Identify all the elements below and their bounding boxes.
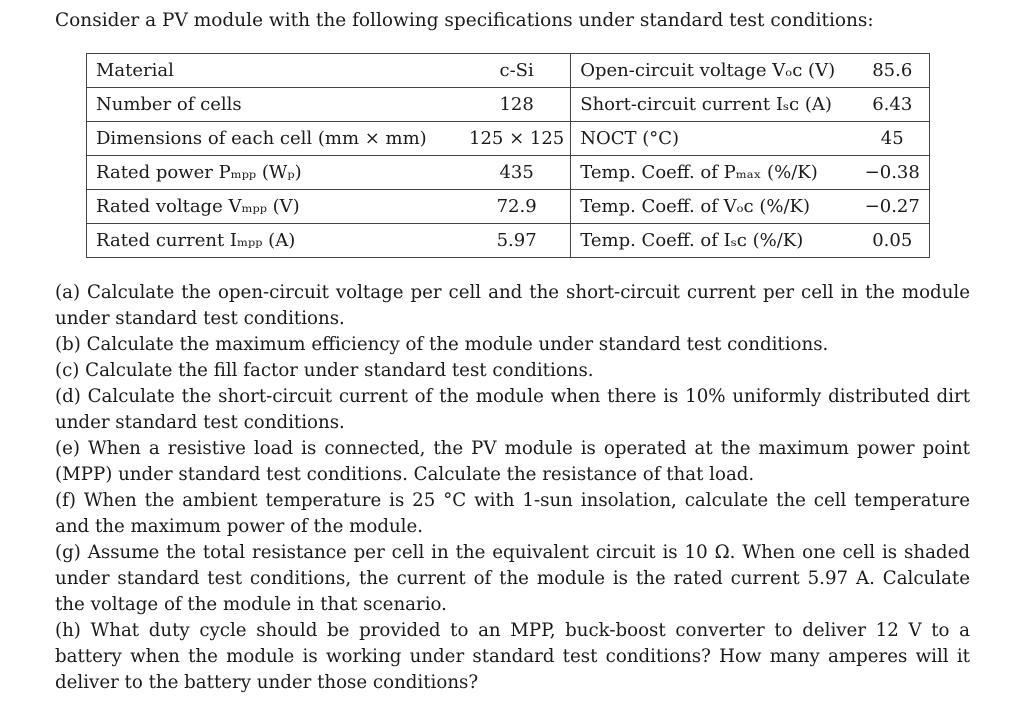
table-row bbox=[87, 122, 930, 156]
question-f: (f) When the ambient temperature is 25 °C with 1-sun insolation, calculate the cell temperature and the maximum power of the module. bbox=[55, 490, 970, 537]
table-row bbox=[87, 156, 930, 190]
spec-label: NOCT (°C) bbox=[571, 122, 856, 156]
question-d: (d) Calculate the short-circuit current of the module when there is 10% uniformly distributed dirt under standard test conditions. bbox=[55, 386, 970, 433]
spec-label: Open-circuit voltage Vₒᴄ (V) bbox=[571, 54, 856, 88]
spec-label: Temp. Coeff. of Iₛᴄ (%/K) bbox=[571, 224, 856, 258]
spec-value: 72.9 bbox=[463, 190, 571, 224]
question-b: (b) Calculate the maximum efficiency of the module under standard test conditions. bbox=[55, 334, 829, 355]
question-g: (g) Assume the total resistance per cell in the equivalent circuit is 10 Ω. When one cell is shaded under standard test conditions, the current of the module is the rated current 5.97 A. Calculate the voltage of the module in that scenario. bbox=[55, 542, 970, 615]
spec-value: 5.97 bbox=[463, 224, 571, 258]
question-a: (a) Calculate the open-circuit voltage per cell and the short-circuit current per cell in the module under standard test conditions. bbox=[55, 282, 970, 329]
spec-value: 85.6 bbox=[855, 54, 930, 88]
spec-table bbox=[86, 53, 930, 258]
spec-label: Number of cells bbox=[87, 88, 464, 122]
problem-intro: Consider a PV module with the following specifications under standard test conditions: bbox=[55, 10, 874, 31]
spec-label: Material bbox=[87, 54, 464, 88]
question-c: (c) Calculate the fill factor under standard test conditions. bbox=[55, 360, 594, 381]
table-row bbox=[87, 54, 930, 88]
spec-label: Rated power Pₘₚₚ (Wₚ) bbox=[87, 156, 464, 190]
spec-value: −0.27 bbox=[855, 190, 930, 224]
spec-value: 6.43 bbox=[855, 88, 930, 122]
question-e: (e) When a resistive load is connected, the PV module is operated at the maximum power point (MPP) under standard test conditions. Calculate the resistance of that load. bbox=[55, 438, 970, 485]
spec-value: 125 × 125 bbox=[463, 122, 571, 156]
spec-value: 45 bbox=[855, 122, 930, 156]
spec-value: 128 bbox=[463, 88, 571, 122]
question-list bbox=[55, 280, 970, 696]
spec-value: 435 bbox=[463, 156, 571, 190]
table-row bbox=[87, 88, 930, 122]
spec-label: Rated voltage Vₘₚₚ (V) bbox=[87, 190, 464, 224]
table-row bbox=[87, 224, 930, 258]
spec-value: −0.38 bbox=[855, 156, 930, 190]
table-row bbox=[87, 190, 930, 224]
spec-value: 0.05 bbox=[855, 224, 930, 258]
question-h: (h) What duty cycle should be provided to an MPP, buck-boost converter to deliver 12 V to a battery when the module is working under standard test conditions? How many amperes will it deliver to the battery under those conditions? bbox=[55, 620, 970, 693]
spec-label: Rated current Iₘₚₚ (A) bbox=[87, 224, 464, 258]
spec-value: c-Si bbox=[463, 54, 571, 88]
spec-label: Short-circuit current Iₛᴄ (A) bbox=[571, 88, 856, 122]
spec-label: Dimensions of each cell (mm × mm) bbox=[87, 122, 464, 156]
spec-label: Temp. Coeff. of Vₒᴄ (%/K) bbox=[571, 190, 856, 224]
spec-label: Temp. Coeff. of Pₘₐₓ (%/K) bbox=[571, 156, 856, 190]
